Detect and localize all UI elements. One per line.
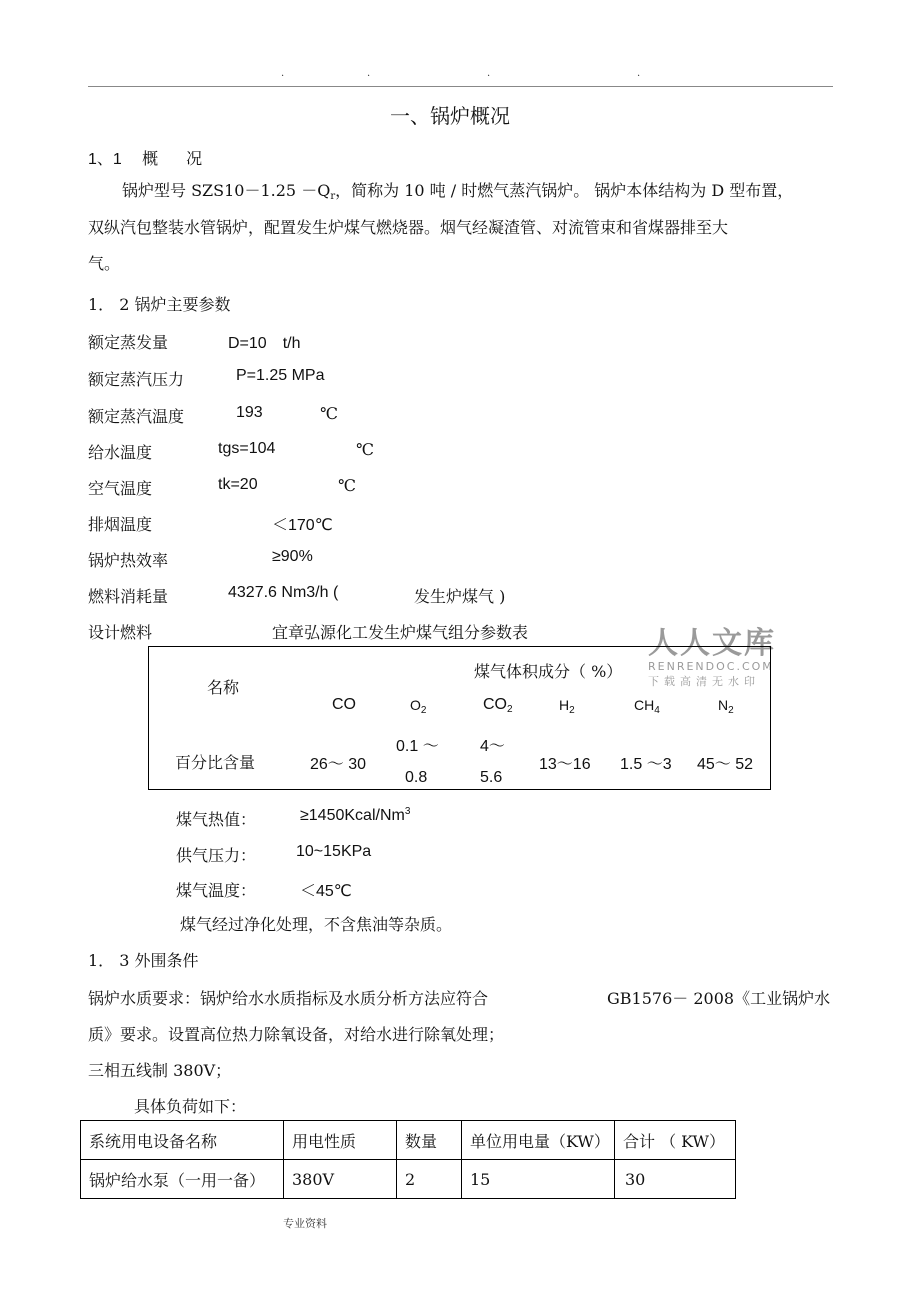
gas-subscript: 2: [569, 705, 575, 716]
section2-heading: 1． 2 锅炉主要参数: [88, 295, 231, 314]
gas-subscript: 4: [654, 705, 660, 716]
param-label: 额定蒸汽压力: [88, 370, 185, 389]
gas-column-header: [332, 696, 356, 714]
header-dot: .: [367, 68, 371, 79]
water-requirement-line2: 质》要求。设置高位热力除氧设备，对给水进行除氧处理；: [88, 1025, 505, 1044]
page-title: 一、锅炉概况: [390, 104, 510, 128]
power-supply: 三相五线制 380V；: [88, 1061, 232, 1080]
gas-temp-label: 煤气温度：: [176, 881, 257, 900]
gas-column-header: [410, 697, 426, 716]
gas-name: CO: [332, 696, 356, 713]
gas-column-header: [634, 697, 660, 716]
header-rule: [88, 86, 833, 87]
gas-subscript: 2: [728, 705, 734, 716]
gas-heat-value: [300, 806, 410, 825]
gas-subscript: 2: [420, 705, 427, 716]
watermark-slogan: 下载高清无水印: [648, 675, 760, 688]
param-value: tk=20: [218, 476, 258, 493]
gas-subscript: 2: [507, 704, 513, 715]
footer-text: 专业资料: [283, 1217, 327, 1230]
param-label: 空气温度: [88, 479, 153, 498]
gas-value: 0.8: [405, 769, 428, 786]
gas-table-name-header: 名称: [207, 678, 240, 697]
column-header: 单位用电量（KW）: [462, 1121, 615, 1160]
gas-name: O: [410, 697, 421, 713]
param-value: P=1.25 MPa: [236, 367, 325, 384]
header-dot: .: [637, 68, 641, 79]
section1-heading: [88, 146, 208, 169]
gas-value: 5.6: [480, 769, 503, 786]
table-row: [81, 1160, 736, 1199]
gas-name: N: [718, 697, 729, 713]
param-value: D=10 t/h: [228, 335, 301, 352]
gas-heat-value-text: ≥1450Kcal/Nm: [300, 807, 405, 824]
gas-column-header: [718, 697, 734, 716]
gas-heat-superscript: 3: [404, 806, 411, 817]
table-cell: 2: [397, 1160, 462, 1199]
fuel-table-title: 宜章弘源化工发生炉煤气组分参数表: [272, 623, 529, 642]
gas-value: 0.1 ～: [396, 738, 439, 755]
section1-paragraph-line2: 双纵汽包整装水管锅炉，配置发生炉煤气燃烧器。烟气经凝渣管、对流管束和省煤器排至大: [88, 218, 729, 237]
param-unit: ℃: [320, 404, 338, 423]
column-header: 用电性质: [284, 1121, 397, 1160]
gas-column-header: [559, 697, 575, 716]
load-table: [80, 1120, 736, 1199]
param-label: 燃料消耗量: [88, 587, 169, 606]
table-cell: 380V: [284, 1160, 397, 1199]
watermark-domain: RENRENDOC.COM: [648, 660, 774, 673]
table-cell: 锅炉给水泵（一用一备）: [81, 1160, 284, 1199]
gas-value: 13～16: [539, 756, 591, 773]
section1-heading-text: 概 况: [142, 149, 209, 168]
param-label: 额定蒸发量: [88, 333, 169, 352]
column-header: 合计 （ KW）: [615, 1121, 736, 1160]
gas-temp-value: ＜45℃: [300, 883, 352, 900]
para1-part-b: ，简称为 10 吨 / 时燃气蒸汽锅炉。 锅炉本体结构为 D 型布置，: [335, 181, 794, 200]
gas-pressure-value: 10~15KPa: [296, 843, 372, 860]
gas-composition-table: [148, 646, 771, 790]
water-requirement-line1: 锅炉水质要求：锅炉给水水质指标及水质分析方法应符合: [88, 989, 489, 1008]
param-value: tgs=104: [218, 440, 276, 457]
param-label: 锅炉热效率: [88, 551, 169, 570]
gas-value: 45～ 52: [697, 756, 754, 773]
water-requirement-standard: GB1576－ 2008《工业锅炉水: [607, 989, 831, 1008]
gas-heat-label: 煤气热值：: [176, 810, 257, 829]
gas-name: CO: [483, 696, 507, 713]
header-dot: .: [281, 68, 285, 79]
table-cell: 15: [462, 1160, 615, 1199]
param-label: 额定蒸汽温度: [88, 407, 185, 426]
param-extra: 发生炉煤气 ): [414, 587, 506, 606]
param-value: ≥90%: [272, 548, 313, 565]
gas-value: 26～ 30: [310, 756, 367, 773]
gas-table-row-label: 百分比含量: [175, 753, 256, 772]
para1-part-a: 锅炉型号 SZS10－1.25 －Q: [122, 181, 331, 200]
table-header-row: [81, 1121, 736, 1160]
gas-name: H: [559, 697, 570, 713]
section3-heading: 1． 3 外围条件: [88, 951, 199, 970]
watermark-brand: 人人文库: [648, 626, 776, 661]
column-header: 数量: [397, 1121, 462, 1160]
section1-paragraph-line1: [122, 183, 793, 205]
column-header: 系统用电设备名称: [81, 1121, 284, 1160]
load-intro: 具体负荷如下：: [134, 1097, 247, 1116]
fuel-label: 设计燃料: [88, 623, 153, 642]
header-dot: .: [487, 68, 491, 79]
gas-note: 煤气经过净化处理，不含焦油等杂质。: [180, 915, 453, 934]
section1-paragraph-line3: 气。: [88, 254, 121, 273]
param-value: 4327.6 Nm3/h (: [228, 584, 339, 601]
param-label: 给水温度: [88, 443, 153, 462]
gas-value: 4～: [480, 738, 505, 755]
param-value: 193: [236, 404, 263, 421]
param-value: ＜170℃: [272, 517, 333, 534]
param-unit: ℃: [356, 440, 374, 459]
gas-value: 1.5 ～3: [620, 756, 672, 773]
param-unit: ℃: [338, 476, 356, 495]
section1-heading-number: 1、1: [88, 151, 122, 168]
para1-subscript: r: [330, 191, 336, 202]
gas-table-group-header: 煤气体积成分（ %）: [474, 662, 623, 681]
param-label: 排烟温度: [88, 515, 153, 534]
gas-column-header: [483, 696, 513, 715]
gas-pressure-label: 供气压力：: [176, 846, 257, 865]
gas-name: CH: [634, 697, 655, 713]
table-cell: 30: [615, 1160, 736, 1199]
